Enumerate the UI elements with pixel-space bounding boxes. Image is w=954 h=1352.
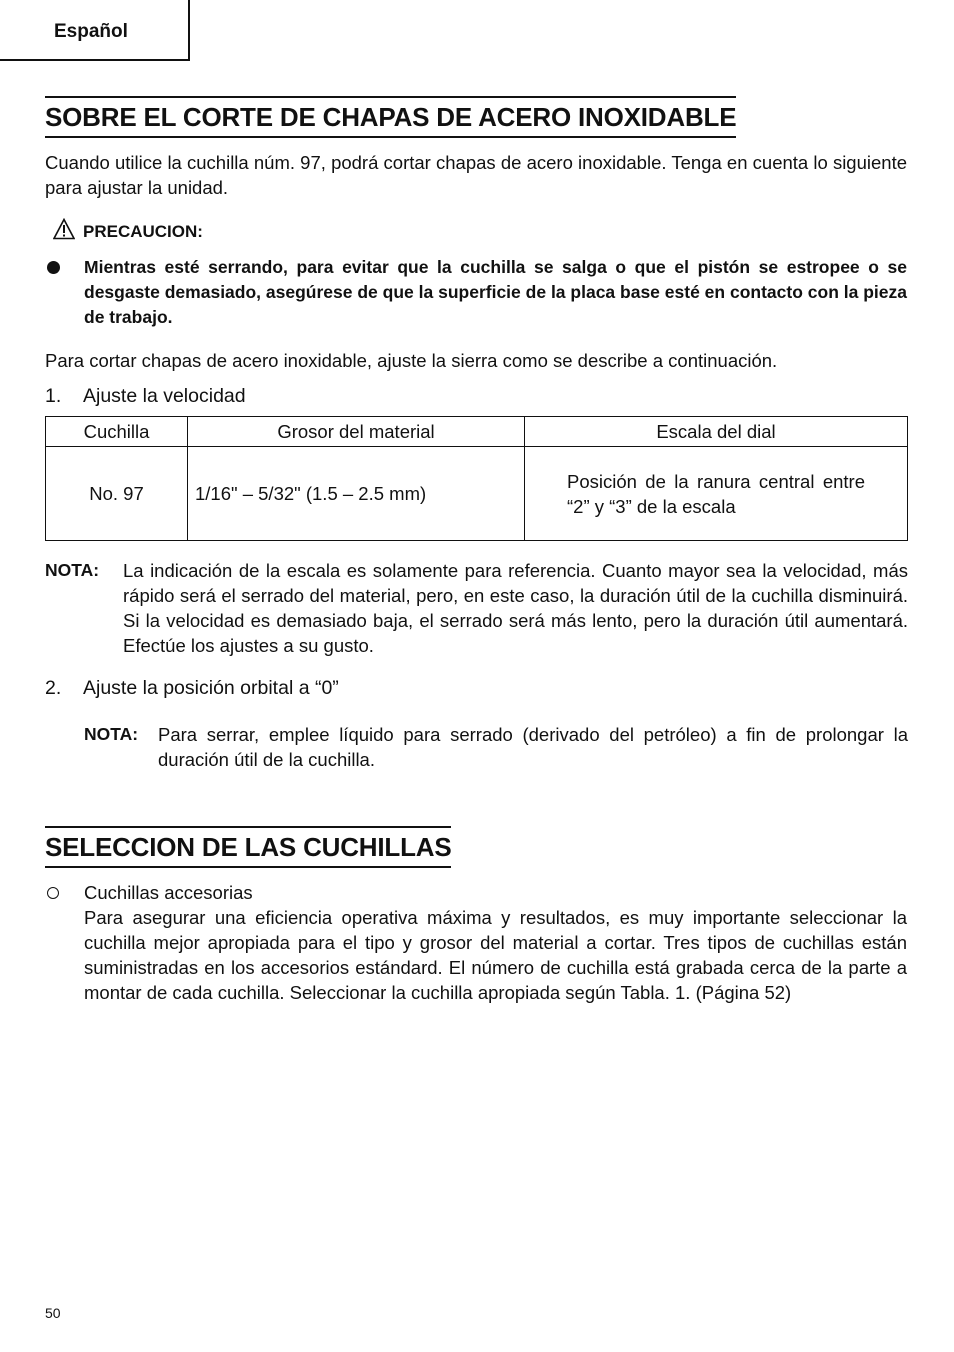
- note-2-label: NOTA:: [84, 724, 139, 744]
- table-header: Cuchilla: [46, 417, 188, 447]
- note-2-text: Para serrar, emplee líquido para serrado (derivado del petróleo) a fin de prolongar la duración útil de la cuchilla.: [158, 724, 908, 770]
- table-row: [46, 447, 908, 541]
- note-1-label: NOTA:: [45, 560, 100, 580]
- step-1-number: 1.: [45, 385, 62, 407]
- caution-text: Mientras esté serrando, para evitar que la cuchilla se salga o que el pistón se estropee o se desgaste demasiado, asegúrese de que la superficie de la placa base esté en contacto con la pieza de trabajo.: [84, 257, 907, 327]
- dial-scale-text: Posición de la ranura central entre “2” y “3” de la escala: [567, 470, 865, 517]
- blade-item-title: Cuchillas accesorias: [84, 882, 253, 903]
- note-1-text: La indicación de la escala es solamente para referencia. Cuanto mayor sea la velocidad, más rápido será el serrado del material, pero, en este caso, la duración útil de la cuchilla disminuirá. Si la velocidad es demasiado baja, el serrado será más lento, pero la duración útil aumentará. Efectúe los ajustes a su gusto.: [123, 560, 908, 656]
- adjust-intro: Para cortar chapas de acero inoxidable, ajuste la sierra como se describe a continuación.: [45, 350, 778, 371]
- page-number: 50: [45, 1305, 61, 1321]
- step-2-number: 2.: [45, 677, 62, 699]
- caution-label: PRECAUCION:: [83, 222, 203, 241]
- section-title-stainless: SOBRE EL CORTE DE CHAPAS DE ACERO INOXIDABLE: [45, 96, 736, 138]
- step-1-text: Ajuste la velocidad: [83, 385, 246, 407]
- table-cell-blade: No. 97: [46, 447, 188, 541]
- table-header-row: [46, 417, 908, 447]
- table-cell-thickness: 1/16" – 5/32" (1.5 – 2.5 mm): [188, 447, 525, 541]
- blade-item: [84, 880, 907, 1005]
- step-2-text: Ajuste la posición orbital a “0”: [83, 677, 339, 699]
- language-tab: [0, 0, 190, 61]
- step-1: [45, 385, 246, 408]
- speed-table: [45, 416, 908, 541]
- table-header: Grosor del material: [188, 417, 525, 447]
- intro-paragraph: Cuando utilice la cuchilla núm. 97, podrá cortar chapas de acero inoxidable. Tenga en cuenta lo siguiente para ajustar la unidad.: [45, 152, 907, 198]
- table-cell-dial: [525, 447, 908, 541]
- bullet-icon: [47, 261, 60, 274]
- warning-icon: [53, 218, 75, 245]
- step-2: [45, 677, 339, 700]
- table-header: Escala del dial: [525, 417, 908, 447]
- section-title-blades: SELECCION DE LAS CUCHILLAS: [45, 826, 451, 868]
- hollow-bullet-icon: [47, 887, 59, 899]
- blade-item-text: Para asegurar una eficiencia operativa máxima y resultados, es muy importante seleccionar la cuchilla mejor apropiada para el tipo y grosor del material a cortar. Tres tipos de cuchillas están suministradas en los accesorios estándard. El número de cuchilla está grabada cerca de la parte a montar de cada cuchilla. Seleccionar la cuchilla apropiada según Tabla. 1. (Página 52): [84, 907, 907, 1003]
- language-label: Español: [54, 21, 128, 42]
